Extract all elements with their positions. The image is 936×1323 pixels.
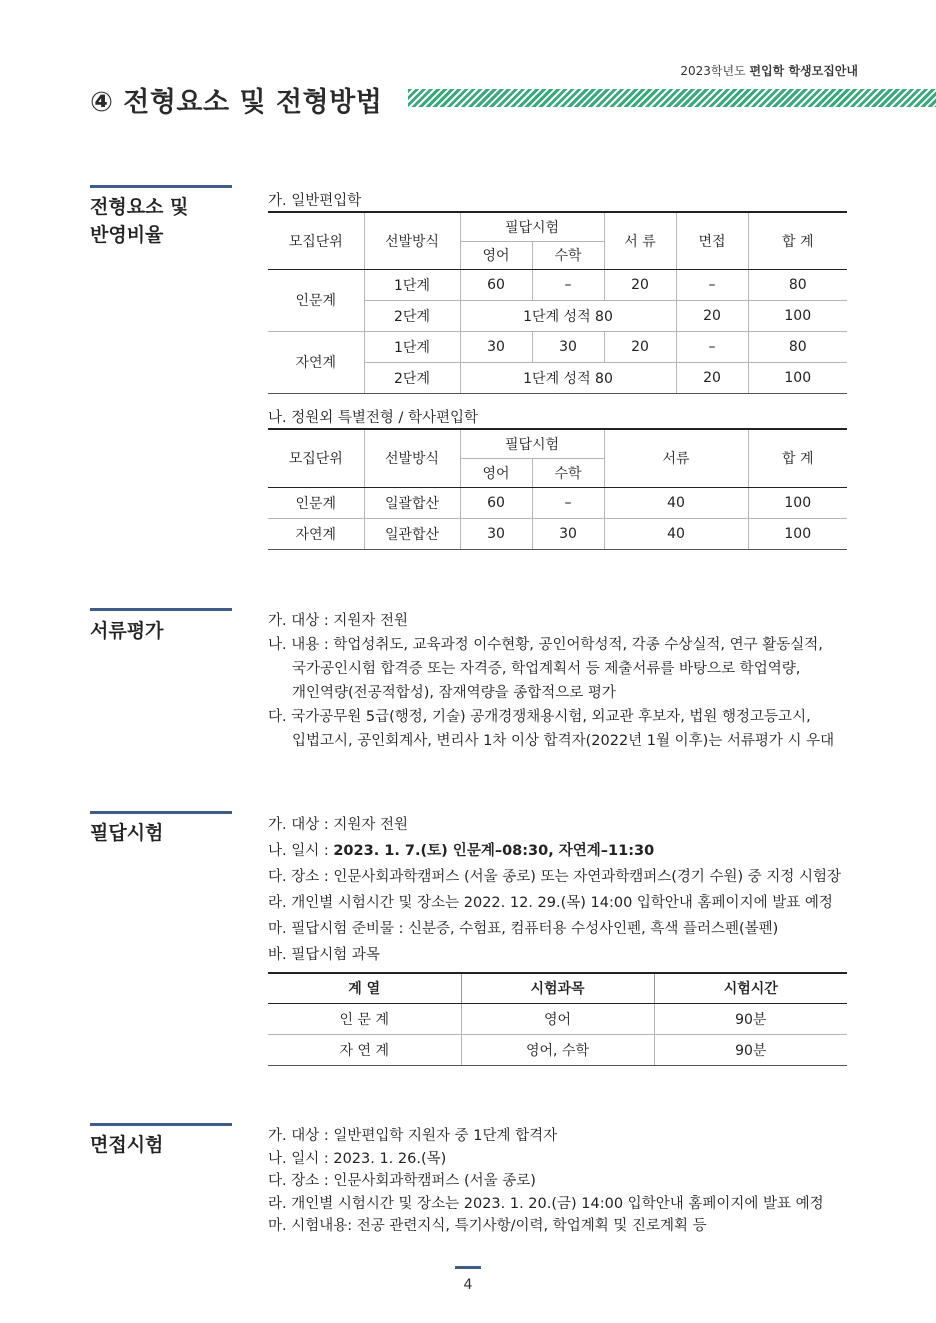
section-rule bbox=[90, 185, 232, 188]
list-item: 다. 장소 : 인문사회과학캠퍼스 (서울 종로) bbox=[268, 1173, 536, 1189]
table-cell: 일괄합산 bbox=[364, 487, 460, 518]
list-item: 가. 대상 : 일반편입학 지원자 중 1단계 합격자 bbox=[268, 1128, 558, 1144]
col-header: 시험시간 bbox=[654, 973, 847, 1003]
list-item: 마. 시험내용: 전공 관련지식, 특기사항/이력, 학업계획 및 진로계획 등 bbox=[268, 1218, 707, 1234]
col-header: 필답시험 bbox=[460, 212, 604, 241]
table-cell: 자연계 bbox=[268, 331, 364, 393]
list-item: 다. 장소 : 인문사회과학캠퍼스 (서울 종로) 또는 자연과학캠퍼스(경기 수원) 중 지정 시험장 bbox=[268, 869, 842, 885]
list-item-prefix: 나. 일시 : bbox=[268, 843, 334, 859]
list-item bbox=[268, 838, 841, 864]
special-transfer-table bbox=[268, 428, 847, 550]
interview-list bbox=[268, 1125, 824, 1238]
col-header: 시험과목 bbox=[461, 973, 654, 1003]
table-cell: 1단계 성적 80 bbox=[460, 300, 676, 331]
table-cell: – bbox=[676, 269, 748, 300]
table-cell: 40 bbox=[604, 518, 748, 549]
table-cell: 60 bbox=[460, 269, 532, 300]
col-header: 수학 bbox=[532, 241, 604, 269]
table-cell: 80 bbox=[748, 269, 847, 300]
col-header: 모집단위 bbox=[268, 212, 364, 269]
table-cell: 100 bbox=[748, 487, 847, 518]
list-item: 국가공인시험 합격증 또는 자격증, 학업계획서 등 제출서류를 바탕으로 학업역량, bbox=[292, 661, 801, 677]
col-header: 합 계 bbox=[748, 429, 847, 487]
col-header: 선발방식 bbox=[364, 429, 460, 487]
table-cell: 2단계 bbox=[364, 362, 460, 393]
running-header bbox=[680, 62, 858, 79]
list-item: 입법고시, 공인회계사, 변리사 1차 이상 합격자(2022년 1월 이후)는 서류평가 시 우대 bbox=[292, 733, 835, 749]
col-header: 선발방식 bbox=[364, 212, 460, 269]
section-label-docs-eval: 서류평가 bbox=[90, 620, 164, 642]
table-cell: 20 bbox=[604, 269, 676, 300]
header-year: 2023학년도 bbox=[680, 64, 746, 78]
list-item: 다. 국가공무원 5급(행정, 기술) 공개경쟁채용시험, 외교관 후보자, 법원 행정고등고시, bbox=[268, 709, 811, 725]
table-cell: 100 bbox=[748, 300, 847, 331]
table-cell: 20 bbox=[604, 331, 676, 362]
table-cell: 100 bbox=[748, 362, 847, 393]
col-header: 필답시험 bbox=[460, 429, 604, 458]
list-item: 라. 개인별 시험시간 및 장소는 2022. 12. 29.(목) 14:00 입학안내 홈페이지에 발표 예정 bbox=[268, 895, 833, 911]
col-header: 영어 bbox=[460, 241, 532, 269]
col-header: 서류 bbox=[604, 429, 748, 487]
list-item: 가. 대상 : 지원자 전원 bbox=[268, 817, 408, 833]
list-item: 나. 일시 : 2023. 1. 26.(목) bbox=[268, 1150, 447, 1167]
col-header: 영어 bbox=[460, 458, 532, 487]
table-row bbox=[268, 1003, 847, 1034]
table-cell: 1단계 bbox=[364, 331, 460, 362]
table-cell: 30 bbox=[460, 518, 532, 549]
table-row bbox=[268, 331, 847, 362]
list-item: 라. 개인별 시험시간 및 장소는 2023. 1. 20.(금) 14:00 입학안내 홈페이지에 발표 예정 bbox=[268, 1195, 824, 1212]
section-label-interview: 면접시험 bbox=[90, 1134, 164, 1156]
col-header: 면접 bbox=[676, 212, 748, 269]
table-cell: – bbox=[532, 487, 604, 518]
col-header: 계 열 bbox=[268, 973, 461, 1003]
table-cell: 인문계 bbox=[268, 269, 364, 331]
list-item: 개인역량(전공적합성), 잠재역량을 종합적으로 평가 bbox=[292, 685, 616, 701]
exam-date-emphasis: 2023. 1. 7.(토) 인문계–08:30, 자연계–11:30 bbox=[333, 843, 655, 859]
table-cell: 일관합산 bbox=[364, 518, 460, 549]
table-cell: 90분 bbox=[654, 1034, 847, 1065]
table-cell: 1단계 bbox=[364, 269, 460, 300]
table-row bbox=[268, 518, 847, 549]
section-rule bbox=[90, 608, 232, 611]
table1-caption: 가. 일반편입학 bbox=[268, 193, 362, 209]
table-cell: 30 bbox=[532, 518, 604, 549]
list-item: 나. 내용 : 학업성취도, 교육과정 이수현황, 공인어학성적, 각종 수상실적, 연구 활동실적, bbox=[268, 637, 823, 653]
table-cell: 인 문 계 bbox=[268, 1003, 461, 1034]
table-cell: 80 bbox=[748, 331, 847, 362]
table-row bbox=[268, 269, 847, 300]
table-cell: 60 bbox=[460, 487, 532, 518]
table-cell: 90분 bbox=[654, 1003, 847, 1034]
table-cell: 인문계 bbox=[268, 487, 364, 518]
table-cell: 20 bbox=[676, 362, 748, 393]
table-cell: – bbox=[676, 331, 748, 362]
table-row bbox=[268, 487, 847, 518]
docs-eval-list bbox=[268, 609, 834, 753]
written-exam-list bbox=[268, 812, 841, 968]
table-cell: 30 bbox=[532, 331, 604, 362]
table-cell: 자 연 계 bbox=[268, 1034, 461, 1065]
col-header: 수학 bbox=[532, 458, 604, 487]
table-row bbox=[268, 1034, 847, 1065]
table-cell: – bbox=[532, 269, 604, 300]
table-cell: 1단계 성적 80 bbox=[460, 362, 676, 393]
table-cell: 100 bbox=[748, 518, 847, 549]
page-number-rule bbox=[455, 1266, 481, 1269]
table-cell: 20 bbox=[676, 300, 748, 331]
section-rule bbox=[90, 811, 232, 814]
table-cell: 30 bbox=[460, 331, 532, 362]
list-item: 바. 필답시험 과목 bbox=[268, 947, 380, 963]
list-item: 가. 대상 : 지원자 전원 bbox=[268, 613, 408, 629]
list-item: 마. 필답시험 준비물 : 신분증, 수험표, 컴퓨터용 수성사인펜, 흑색 플러스펜(볼펜) bbox=[268, 921, 779, 937]
table-cell: 자연계 bbox=[268, 518, 364, 549]
page-title: ④ 전형요소 및 전형방법 bbox=[90, 87, 383, 118]
section-label-line: 전형요소 및 bbox=[90, 196, 189, 218]
table-cell: 영어, 수학 bbox=[461, 1034, 654, 1065]
header-title: 편입학 학생모집안내 bbox=[749, 64, 858, 78]
col-header: 서 류 bbox=[604, 212, 676, 269]
exam-subjects-table bbox=[268, 972, 847, 1066]
col-header: 모집단위 bbox=[268, 429, 364, 487]
table-cell: 영어 bbox=[461, 1003, 654, 1034]
section-label-selection-factors bbox=[90, 193, 188, 249]
table-cell: 40 bbox=[604, 487, 748, 518]
title-decoration-bar bbox=[408, 89, 936, 107]
table-cell: 2단계 bbox=[364, 300, 460, 331]
section-rule bbox=[90, 1123, 232, 1126]
table2-caption: 나. 정원외 특별전형 / 학사편입학 bbox=[268, 410, 479, 426]
section-label-written-exam: 필답시험 bbox=[90, 822, 164, 844]
section-label-line: 반영비율 bbox=[90, 224, 164, 246]
col-header: 합 계 bbox=[748, 212, 847, 269]
page-number: 4 bbox=[463, 1277, 473, 1293]
general-transfer-table bbox=[268, 211, 847, 394]
